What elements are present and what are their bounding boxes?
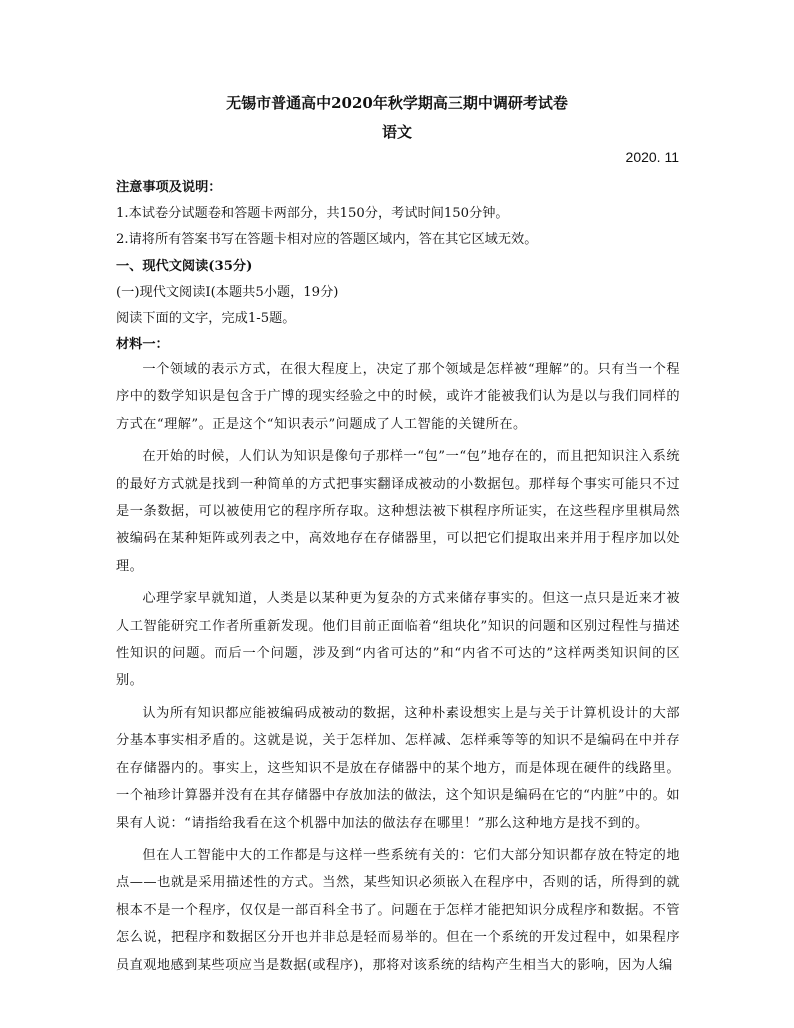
notes-heading: 注意事项及说明： <box>116 180 222 195</box>
passage-paragraph-2: 在开始的时候，人们认为知识是像句子那样一“包”一“包”地存在的，而且把知识注入系统的最好方式就是找到一种简单的方式把事实翻译成被动的小数据包。那样每个事实可能只不过是一条数据，可以被使用它的程序所存取。这种想法被下棋程序所证实，在这些程序里棋局然被编码在某种矩阵或列表之中，高效地存在存储器里，可以把它们提取出来并用于程序加以处理。 <box>116 449 680 574</box>
section-title: 一、现代文阅读(35分) <box>116 259 253 274</box>
passage-paragraph-4: 认为所有知识都应能被编码成被动的数据，这种朴素设想实上是与关于计算机设计的大部分基本事实相矛盾的。这就是说，关于怎样加、怎样减、怎样乘等等的知识不是编码在中并存在存储器内的。事实上，这些知识不是放在存储器中的某个地方，而是体现在硬件的线路里。一个袖珍计算器并没有在其存储器中存放加法的做法，这个知识是编码在它的“内脏”中的。如果有人说：“请指给我看在这个机器中加法的做法存在哪里！”那么这种地方是找不到的。 <box>116 705 680 831</box>
note-item-1: 1.本试卷分试题卷和答题卡两部分，共150分，考试时间150分钟。 <box>116 206 509 221</box>
section-subtitle: (一)现代文阅读Ⅰ(本题共5小题，19分) <box>116 285 339 300</box>
section-instruction: 阅读下面的文字，完成1-5题。 <box>116 311 296 326</box>
passage-body <box>116 356 680 984</box>
passage-paragraph-5: 但在人工智能中大的工作都是与这样一些系统有关的：它们大部分知识都存放在特定的地点——也就是采用描述性的方式。当然，某些知识必须嵌入在程序中，否则的话，所得到的就根本不是一个程序，仅仅是一部百科全书了。问题在于怎样才能把知识分成程序和数据。不管怎么说，把程序和数据区分开也并非总是轻而易举的。但在一个系统的开发过程中，如果程序员直观地感到某些项应当是数据(或程序)，那将对该系统的结构产生相当大的影响，因为人编 <box>116 847 680 973</box>
exam-title: 无锡市普通高中2020年秋学期高三期中调研考试卷 <box>226 94 568 112</box>
passage-paragraph-3: 心理学家早就知道，人类是以某种更为复杂的方式来储存事实的。但这一点只是近来才被人工智能研究工作者所重新发现。他们目前正面临着“组块化”知识的问题和区别过程性与描述性知识的问题。而后一个问题，涉及到“内省可达的”和“内省不可达的”这样两类知识间的区别。 <box>116 591 680 689</box>
passage-paragraph-1: 一个领域的表示方式，在很大程度上，决定了那个领域是怎样被“理解”的。只有当一个程序中的数学知识是包含于广博的现实经验之中的时候，或许才能被我们认为是以与我们同样的方式在“理解”。正是这个“知识表示”问题成了人工智能的关键所在。 <box>116 362 680 432</box>
material-label: 材料一： <box>116 337 169 352</box>
note-item-2: 2.请将所有答案书写在答题卡相对应的答题区域内，答在其它区域无效。 <box>116 232 538 247</box>
exam-date: 2020. 11 <box>625 149 679 165</box>
exam-subject: 语文 <box>381 123 412 141</box>
